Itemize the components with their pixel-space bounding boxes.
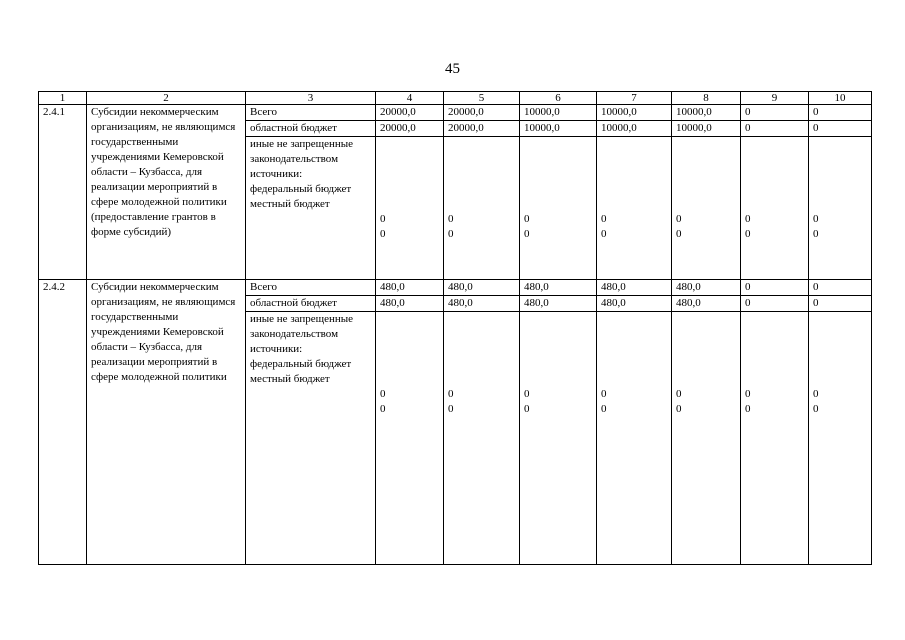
local-value: 0 — [813, 228, 819, 240]
column-header: 4 — [376, 92, 444, 105]
local-value: 0 — [601, 403, 607, 415]
local-value: 0 — [813, 403, 819, 415]
table-cell: 480,0 — [520, 296, 597, 312]
federal-value: 0 — [601, 213, 607, 225]
federal-value: 0 — [380, 388, 386, 400]
local-value: 0 — [448, 403, 454, 415]
column-header: 10 — [809, 92, 872, 105]
federal-label: федеральный бюджет — [250, 358, 352, 370]
table-cell — [376, 137, 444, 280]
column-header: 6 — [520, 92, 597, 105]
table-cell: 20000,0 — [376, 105, 444, 121]
table-cell: 480,0 — [597, 296, 672, 312]
table-cell: 480,0 — [376, 296, 444, 312]
federal-value: 0 — [745, 213, 751, 225]
table-cell: 10000,0 — [672, 105, 741, 121]
column-header: 7 — [597, 92, 672, 105]
table-cell: 0 — [809, 105, 872, 121]
table-cell — [809, 137, 872, 280]
table-cell — [672, 312, 741, 565]
other-sources-cell — [246, 137, 376, 280]
local-value: 0 — [524, 403, 530, 415]
table-header-row — [39, 92, 872, 105]
row-code: 2.4.1 — [39, 105, 87, 280]
table-cell: 0 — [809, 121, 872, 137]
federal-value: 0 — [745, 388, 751, 400]
table-cell — [597, 312, 672, 565]
row-name: Субсидии некоммерческим организациям, не являющимся государственными учреждениями Кемеровской области – Кузбасса, для реализации мероприятий в сфере молодежной политики (предоставление грантов в форме субсидий) — [87, 105, 246, 280]
federal-value: 0 — [601, 388, 607, 400]
table-cell — [520, 312, 597, 565]
column-header: 8 — [672, 92, 741, 105]
table-row — [39, 105, 872, 121]
table-cell: 480,0 — [444, 296, 520, 312]
table-cell: 20000,0 — [444, 121, 520, 137]
table-cell: 10000,0 — [597, 105, 672, 121]
federal-value: 0 — [676, 213, 682, 225]
row-code: 2.4.2 — [39, 280, 87, 565]
table-cell — [520, 137, 597, 280]
line-label: Всего — [246, 105, 376, 121]
federal-value: 0 — [676, 388, 682, 400]
column-header: 3 — [246, 92, 376, 105]
table-cell — [444, 312, 520, 565]
table-cell: 20000,0 — [444, 105, 520, 121]
table-cell: 480,0 — [376, 280, 444, 296]
local-value: 0 — [380, 228, 386, 240]
local-label: местный бюджет — [250, 198, 330, 210]
local-value: 0 — [380, 403, 386, 415]
budget-table — [38, 91, 872, 565]
line-label: областной бюджет — [246, 296, 376, 312]
table-cell — [809, 312, 872, 565]
local-label: местный бюджет — [250, 373, 330, 385]
federal-value: 0 — [380, 213, 386, 225]
column-header: 5 — [444, 92, 520, 105]
table-cell: 10000,0 — [520, 105, 597, 121]
table-cell — [376, 312, 444, 565]
column-header: 1 — [39, 92, 87, 105]
line-label: областной бюджет — [246, 121, 376, 137]
page-number: 45 — [445, 61, 460, 77]
other-sources-label: иные не запрещенные законодательством источники: — [250, 138, 354, 180]
table-cell — [597, 137, 672, 280]
local-value: 0 — [524, 228, 530, 240]
table-cell: 0 — [741, 280, 809, 296]
table-cell — [444, 137, 520, 280]
table-cell — [741, 137, 809, 280]
table-cell: 480,0 — [520, 280, 597, 296]
federal-label: федеральный бюджет — [250, 183, 352, 195]
table-cell: 480,0 — [444, 280, 520, 296]
local-value: 0 — [745, 403, 751, 415]
table-cell: 480,0 — [672, 296, 741, 312]
table-row — [39, 280, 872, 296]
table-cell: 480,0 — [672, 280, 741, 296]
table-cell — [672, 137, 741, 280]
table-cell: 0 — [741, 121, 809, 137]
table-cell: 0 — [741, 105, 809, 121]
other-sources-cell — [246, 312, 376, 565]
line-label: Всего — [246, 280, 376, 296]
local-value: 0 — [601, 228, 607, 240]
local-value: 0 — [676, 228, 682, 240]
federal-value: 0 — [524, 388, 530, 400]
table-cell: 480,0 — [597, 280, 672, 296]
column-header: 2 — [87, 92, 246, 105]
column-header: 9 — [741, 92, 809, 105]
federal-value: 0 — [813, 213, 819, 225]
other-sources-label: иные не запрещенные законодательством источники: — [250, 313, 354, 355]
table-cell: 10000,0 — [520, 121, 597, 137]
table-cell: 10000,0 — [597, 121, 672, 137]
table-cell: 0 — [809, 280, 872, 296]
table-cell: 20000,0 — [376, 121, 444, 137]
federal-value: 0 — [524, 213, 530, 225]
table-cell: 0 — [809, 296, 872, 312]
table-cell — [741, 312, 809, 565]
federal-value: 0 — [448, 388, 454, 400]
local-value: 0 — [676, 403, 682, 415]
local-value: 0 — [745, 228, 751, 240]
row-name: Субсидии некоммерческим организациям, не являющимся государственными учреждениями Кемеровской области – Кузбасса, для реализации мероприятий в сфере молодежной политики — [87, 280, 246, 565]
local-value: 0 — [448, 228, 454, 240]
table-cell: 10000,0 — [672, 121, 741, 137]
table-cell: 0 — [741, 296, 809, 312]
federal-value: 0 — [813, 388, 819, 400]
federal-value: 0 — [448, 213, 454, 225]
